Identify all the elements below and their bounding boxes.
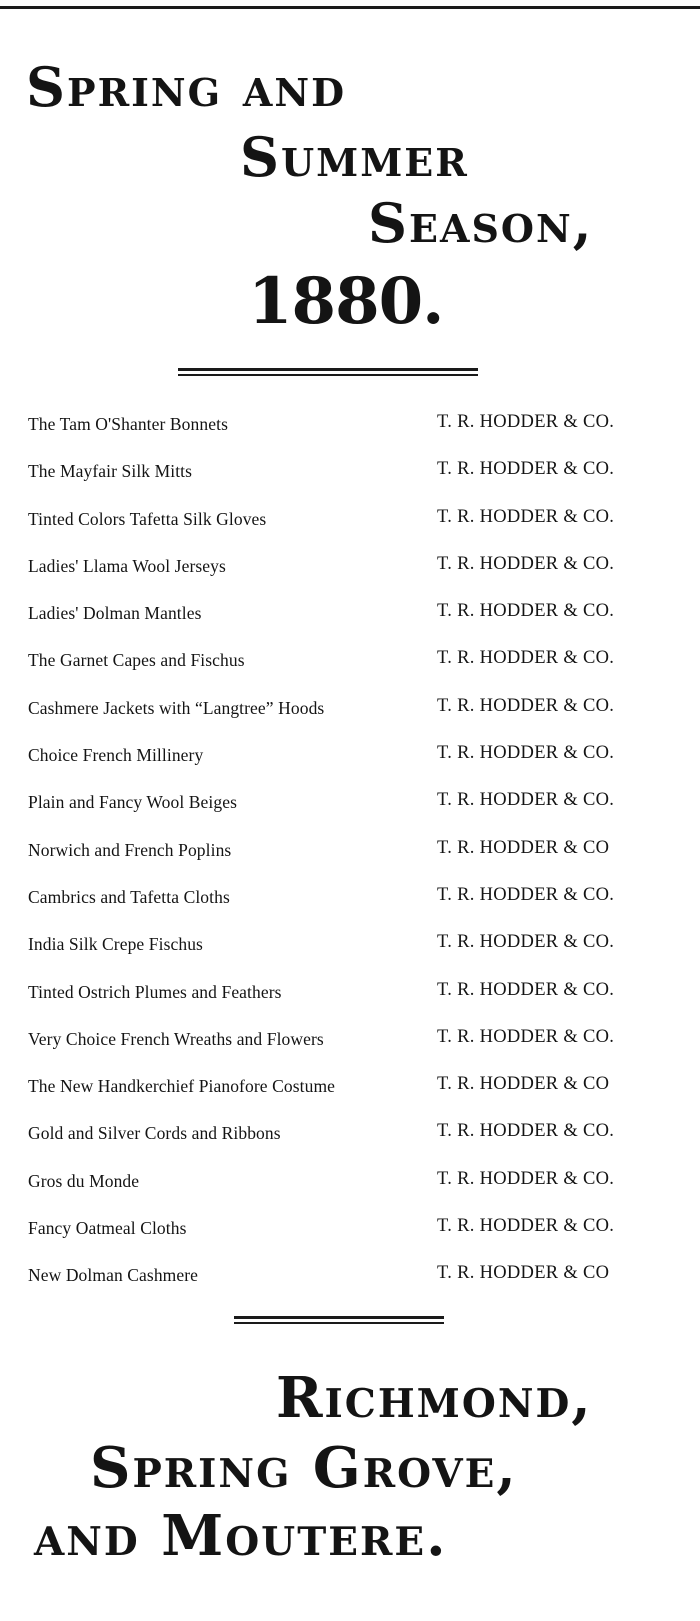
list-item — [0, 1072, 700, 1119]
item-vendor: T. R. HODDER & CO. — [437, 1026, 615, 1047]
list-item — [0, 457, 700, 504]
item-vendor: T. R. HODDER & CO — [437, 837, 610, 858]
item-vendor: T. R. HODDER & CO. — [437, 979, 615, 1000]
list-item — [0, 1214, 700, 1261]
item-label: Ladies' Dolman Mantles — [28, 603, 202, 624]
list-item — [0, 883, 700, 930]
item-vendor: T. R. HODDER & CO. — [437, 1168, 615, 1189]
item-vendor: T. R. HODDER & CO. — [437, 648, 615, 669]
item-vendor: T. R. HODDER & CO — [437, 1263, 610, 1284]
item-vendor: T. R. HODDER & CO. — [437, 1121, 615, 1142]
divider-rule-bottom — [234, 1316, 444, 1324]
list-item — [0, 552, 700, 599]
list-item — [0, 599, 700, 646]
location-line-2: Spring Grove, — [90, 1435, 518, 1501]
item-label: Fancy Oatmeal Cloths — [28, 1218, 187, 1239]
list-item — [0, 1025, 700, 1072]
item-label: Tinted Colors Tafetta Silk Gloves — [28, 508, 267, 529]
item-label: India Silk Crepe Fischus — [28, 934, 203, 955]
item-label: The Tam O'Shanter Bonnets — [28, 414, 228, 434]
divider-rule-top — [178, 368, 478, 376]
headline-line-2: Summer — [240, 125, 469, 189]
item-label: Cashmere Jackets with “Langtree” Hoods — [28, 697, 325, 718]
item-vendor: T. R. HODDER & CO. — [437, 412, 615, 432]
item-label: Norwich and French Poplins — [28, 839, 232, 860]
item-vendor: T. R. HODDER & CO. — [437, 1216, 615, 1237]
headline-line-1: Spring and — [26, 55, 347, 119]
item-label: Very Choice French Wreaths and Flowers — [28, 1028, 324, 1049]
item-label: Plain and Fancy Wool Beiges — [28, 792, 237, 813]
headline-year: 1880. — [248, 264, 444, 339]
list-item — [0, 410, 700, 457]
item-vendor: T. R. HODDER & CO. — [437, 601, 615, 622]
list-item — [0, 1261, 700, 1308]
list-item — [0, 1167, 700, 1214]
item-label: Ladies' Llama Wool Jerseys — [28, 555, 226, 576]
item-vendor: T. R. HODDER & CO. — [437, 932, 615, 953]
item-label: The Garnet Capes and Fischus — [28, 650, 245, 671]
item-vendor: T. R. HODDER & CO — [437, 1074, 610, 1095]
list-item — [0, 930, 700, 977]
item-label: Gros du Monde — [28, 1170, 140, 1191]
list-item — [0, 741, 700, 788]
item-label: Choice French Millinery — [28, 745, 204, 766]
item-vendor: T. R. HODDER & CO. — [437, 743, 615, 764]
top-border-rule — [0, 6, 700, 9]
list-item — [0, 505, 700, 552]
list-item — [0, 788, 700, 835]
item-vendor: T. R. HODDER & CO. — [437, 553, 615, 574]
list-item — [0, 694, 700, 741]
item-label: Tinted Ostrich Plumes and Feathers — [28, 981, 282, 1002]
advertised-items-list — [0, 410, 700, 1309]
location-line-3: and Moutere. — [34, 1503, 448, 1569]
item-label: The New Handkerchief Pianofore Costume — [28, 1076, 336, 1097]
list-item — [0, 978, 700, 1025]
item-vendor: T. R. HODDER & CO. — [437, 459, 615, 480]
item-vendor: T. R. HODDER & CO. — [437, 695, 615, 716]
item-label: Cambrics and Tafetta Cloths — [28, 886, 230, 907]
item-label: Gold and Silver Cords and Ribbons — [28, 1123, 281, 1144]
item-vendor: T. R. HODDER & CO. — [437, 884, 615, 905]
item-vendor: T. R. HODDER & CO. — [437, 506, 615, 527]
headline-line-3: Season, — [368, 191, 594, 255]
item-label: The Mayfair Silk Mitts — [28, 461, 193, 482]
item-label: New Dolman Cashmere — [28, 1265, 199, 1286]
list-item — [0, 646, 700, 693]
location-line-1: Richmond, — [276, 1365, 593, 1431]
list-item — [0, 836, 700, 883]
item-vendor: T. R. HODDER & CO. — [437, 790, 615, 811]
list-item — [0, 1119, 700, 1166]
